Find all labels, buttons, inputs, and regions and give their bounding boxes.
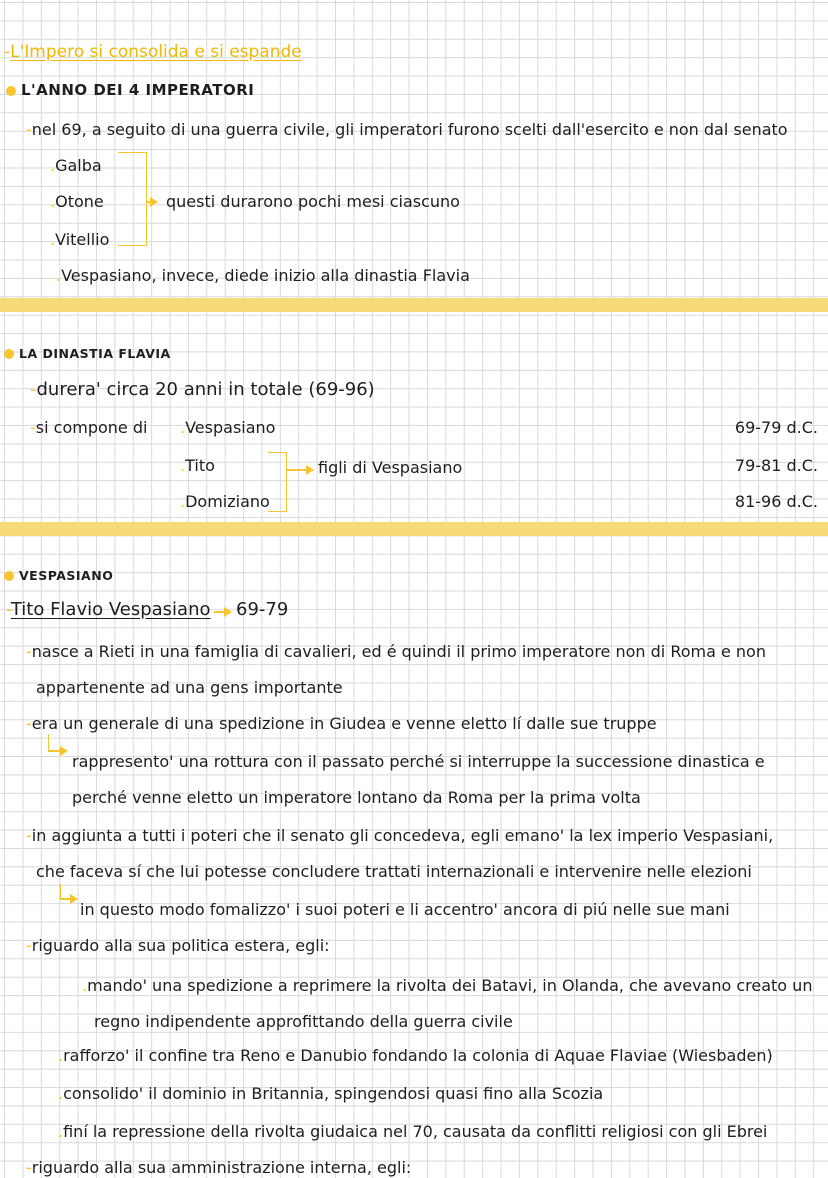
emperor-otone: .Otone <box>50 192 104 211</box>
vesp-line-6: -in aggiunta a tutti i poteri che il senato gli concedeva, egli emano' la lex imperio Vespasiani, <box>26 826 774 845</box>
dinastia-duration: -durera' circa 20 anni in totale (69-96) <box>30 379 375 400</box>
bullet-dot-icon <box>4 571 14 581</box>
highlight-band <box>0 522 828 536</box>
member-domiziano: .Domiziano <box>180 492 270 511</box>
emperor-galba: .Galba <box>50 156 102 175</box>
vesp-line-12: .rafforzo' il confine tra Reno e Danubio fondando la colonia di Aquae Flaviae (Wiesbaden) <box>58 1046 773 1065</box>
years-tito: 79-81 d.C. <box>734 456 818 475</box>
vesp-line-7: che faceva sí che lui potesse concludere trattati internazionali e intervenire nelle elezioni <box>36 862 752 881</box>
vesp-line-11: regno indipendente approfittando della guerra civile <box>94 1012 513 1031</box>
title-dash: - <box>4 42 11 62</box>
years-vespasiano: 69-79 d.C. <box>734 418 818 437</box>
vesp-line-5: perché venne eletto un imperatore lontano da Roma per la prima volta <box>72 788 641 807</box>
vesp-line-9: -riguardo alla sua politica estera, egli: <box>26 936 330 955</box>
section-heading-anno: L'ANNO DEI 4 IMPERATORI <box>6 80 254 100</box>
figli-bracket <box>268 452 287 512</box>
vesp-line-10: .mando' una spedizione a reprimere la rivolta dei Batavi, in Olanda, che avevano creato un <box>82 976 813 995</box>
arrow-right-icon <box>150 197 158 207</box>
emperors-note: questi durarono pochi mesi ciascuno <box>166 192 460 211</box>
dinastia-compone: -si compone di <box>30 418 148 437</box>
vesp-line-8: in questo modo fomalizzo' i suoi poteri e li accentro' ancora di piú nelle sue mani <box>80 900 730 919</box>
figli-arrow-line <box>286 469 308 471</box>
figli-note: figli di Vespasiano <box>318 458 463 477</box>
years-domiziano: 81-96 d.C. <box>734 492 818 511</box>
arrow-right-icon <box>60 746 68 756</box>
anno-intro: -nel 69, a seguito di una guerra civile, gli imperatori furono scelti dall'esercito e non dal senato <box>26 120 788 139</box>
sub-arrow-bracket <box>48 734 49 751</box>
vesp-line-3: -era un generale di una spedizione in Giudea e venne eletto lí dalle sue truppe <box>26 714 657 733</box>
highlight-band <box>0 298 828 312</box>
vespasiano-dynasty-note: .Vespasiano, invece, diede inizio alla dinastia Flavia <box>56 266 470 285</box>
arrow-right-icon <box>224 607 232 617</box>
section-heading-dinastia: LA DINASTIA FLAVIA <box>4 344 171 364</box>
member-tito: .Tito <box>180 456 215 475</box>
vesp-line-2: appartenente ad una gens importante <box>36 678 343 697</box>
emperors-bracket <box>118 152 147 246</box>
vespasiano-fullname: -Tito Flavio Vespasiano <box>6 599 211 620</box>
member-vespasiano: .Vespasiano <box>180 418 276 437</box>
vesp-line-13: .consolido' il dominio in Britannia, spingendosi quasi fino alla Scozia <box>58 1084 604 1103</box>
vesp-line-14: .finí la repressione della rivolta giudaica nel 70, causata da conflitti religiosi con gli Ebrei <box>58 1122 768 1141</box>
bullet-dot-icon <box>6 86 16 96</box>
page-title: -L'Impero si consolida e si espande <box>4 42 302 62</box>
emperor-vitellio: .Vitellio <box>50 230 110 249</box>
vesp-line-4: rappresento' una rottura con il passato perché si interruppe la successione dinastica e <box>72 752 765 771</box>
section-heading-vespasiano: VESPASIANO <box>4 566 113 586</box>
bullet-dot-icon <box>4 349 14 359</box>
arrow-right-icon <box>306 465 314 475</box>
vesp-line-15: -riguardo alla sua amministrazione interna, egli: <box>26 1158 412 1177</box>
vesp-line-1: -nasce a Rieti in una famiglia di cavalieri, ed é quindi il primo imperatore non di Roma e non <box>26 642 766 661</box>
vespasiano-years: 69-79 <box>236 599 289 620</box>
sub-arrow-bracket <box>60 884 61 899</box>
arrow-right-icon <box>70 894 78 904</box>
